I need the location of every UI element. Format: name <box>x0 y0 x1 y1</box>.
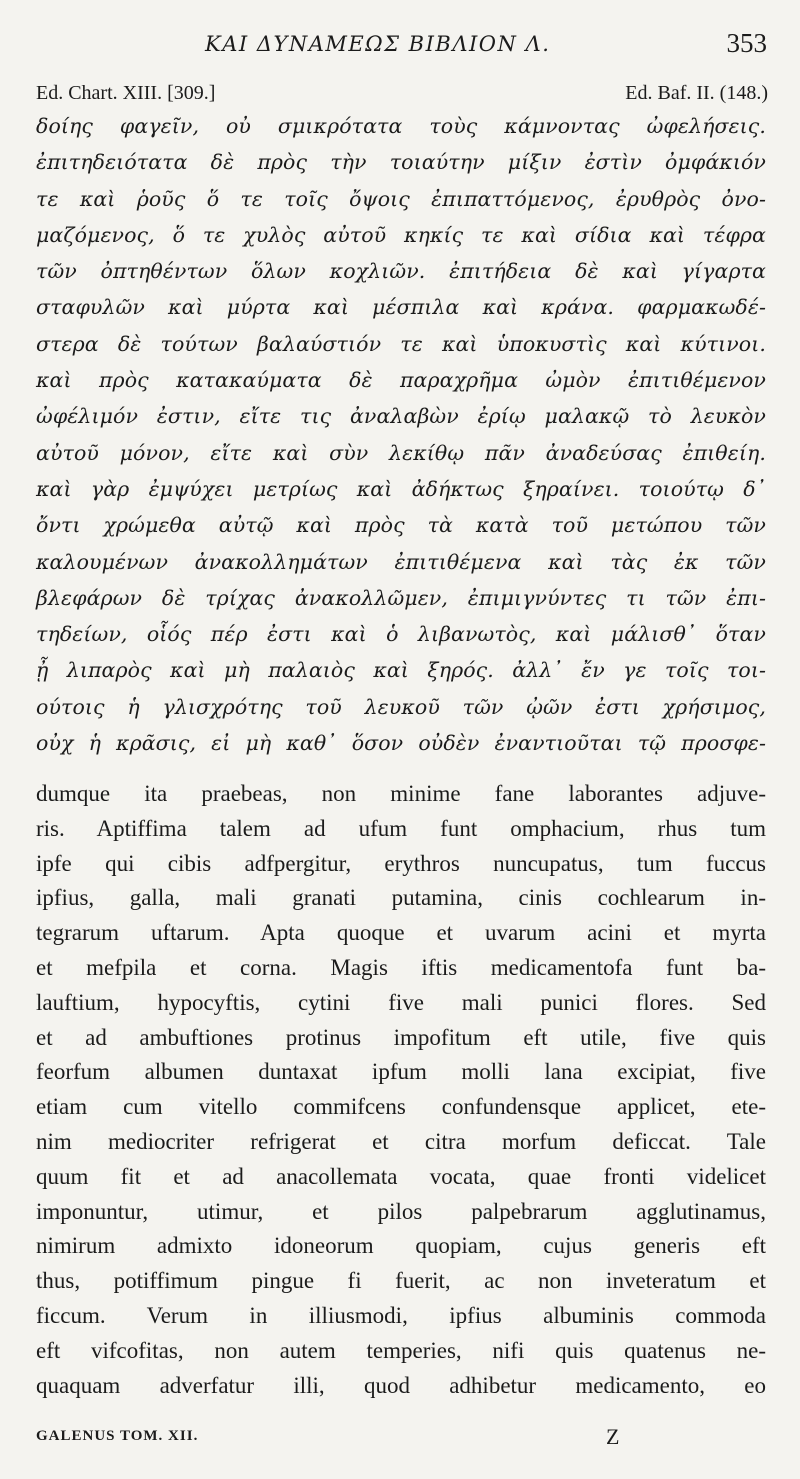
latin-text-line: nimirum admixto idoneorum quopiam, cujus generis eft <box>36 1233 766 1259</box>
greek-text-line: ἐπιτηδειότατα δὲ πρὸς τὴν τοιαύτην μίξιν ἐστὶν ὀμφάκιόν <box>36 150 766 175</box>
greek-text-line: βλεφάρων δὲ τρίχας ἀνακολλῶμεν, ἐπιμιγνύντες τι τῶν ἐπι- <box>36 585 766 610</box>
latin-text-line: ficcum. Verum in illiusmodi, ipfius albuminis commoda <box>36 1302 766 1328</box>
page-number: 353 <box>726 28 767 58</box>
latin-text-line: imponuntur, utimur, et pilos palpebrarum agglutinamus, <box>36 1198 766 1224</box>
greek-text-line: καὶ πρὸς κατακαύματα δὲ παραχρῆμα ὠμὸν ἐπιτιθέμενον <box>36 368 766 393</box>
latin-text-line: ipfius, galla, mali granati putamina, cinis cochlearum in- <box>36 885 766 911</box>
latin-text-line: et ad ambuftiones protinus impofitum eft utile, five quis <box>36 1024 766 1050</box>
latin-text-line: nim mediocriter refrigerat et citra morfum deficcat. Tale <box>36 1128 766 1154</box>
running-head <box>0 26 800 66</box>
greek-text-line: ᾖ λιπαρὸς καὶ μὴ παλαιὸς καὶ ξηρός. ἀλλ᾽ ἔν γε τοῖς τοι- <box>36 658 766 683</box>
greek-text-line: ὄντι χρώμεθα αὐτῷ καὶ πρὸς τὰ κατὰ τοῦ μετώπου τῶν <box>36 513 766 538</box>
greek-text-line: τηδείων, οἷός πέρ ἐστι καὶ ὁ λιβανωτὸς, καὶ μάλισθ᾽ ὅταν <box>36 622 766 647</box>
latin-text-line: ris. Aptiffima talem ad ufum funt omphacium, rhus tum <box>36 815 766 841</box>
latin-text-line: quum fit et ad anacollemata vocata, quae fronti videlicet <box>36 1163 766 1189</box>
greek-text-line: οὐχ ἡ κρᾶσις, εἰ μὴ καθ᾽ ὅσον οὐδὲν ἐναντιοῦται τῷ προσφε- <box>36 731 766 756</box>
greek-text-line: καλουμένων ἀνακολλημάτων ἐπιτιθέμενα καὶ τὰς ἐκ τῶν <box>36 549 766 574</box>
greek-text-line: αὐτοῦ μόνον, εἴτε καὶ σὺν λεκίθῳ πᾶν ἀναδεύσας ἐπιθείη. <box>36 440 766 465</box>
greek-text-block <box>36 108 766 761</box>
edition-chartier-reference: Ed. Chart. XIII. [309.] <box>36 82 216 104</box>
running-title: ΚΑΙ ΔΥΝΑΜΕΩΣ ΒΙΒΛΙΟΝ Λ. <box>205 32 551 56</box>
greek-text-line: σταφυλῶν καὶ μύρτα καὶ μέσπιλα καὶ κράνα. φαρμακωδέ- <box>36 295 766 320</box>
latin-text-line: dumque ita praebeas, non minime fane laborantes adjuve- <box>36 781 766 806</box>
greek-text-line: ὠφέλιμόν ἐστιν, εἴτε τις ἀναλαβὼν ἐρίῳ μαλακῷ τὸ λευκὸν <box>36 404 766 429</box>
volume-signature: GALENUS TOM. XII. <box>36 1428 199 1444</box>
greek-text-line: ούτοις ἡ γλισχρότης τοῦ λευκοῦ τῶν ᾠῶν ἐστι χρήσιμος, <box>36 694 766 719</box>
latin-text-line: quaquam adverfatur illi, quod adhibetur medicamento, eo <box>36 1372 766 1398</box>
latin-text-line: thus, potiffimum pingue fi fuerit, ac non inveteratum et <box>36 1268 766 1294</box>
latin-text-line: ipfe qui cibis adfpergitur, erythros nuncupatus, tum fuccus <box>36 850 766 876</box>
greek-text-line: τῶν ὀπτηθέντων ὅλων κοχλιῶν. ἐπιτήδεια δὲ καὶ γίγαρτα <box>36 259 766 284</box>
page-footer <box>36 1424 768 1454</box>
latin-text-block <box>36 777 766 1403</box>
latin-text-line: eft vifcofitas, non autem temperies, nifi quis quatenus ne- <box>36 1337 766 1363</box>
latin-text-line: feorfum albumen duntaxat ipfum molli lana excipiat, five <box>36 1059 766 1085</box>
latin-text-line: etiam cum vitello commifcens confundensque applicet, ete- <box>36 1094 766 1120</box>
edition-basel-reference: Ed. Baf. II. (148.) <box>625 82 768 104</box>
edition-references <box>36 82 768 110</box>
latin-text-line: tegrarum uftarum. Apta quoque et uvarum acini et myrta <box>36 920 766 946</box>
greek-text-line: καὶ γὰρ ἐμψύχει μετρίως καὶ ἀδήκτως ξηραίνει. τοιούτῳ δ᾽ <box>36 476 766 501</box>
greek-text-line: μαζόμενος, ὅ τε χυλὸς αὐτοῦ κηκίς τε καὶ σίδια καὶ τέφρα <box>36 222 766 247</box>
sheet-mark: Z <box>606 1424 620 1449</box>
greek-text-line: τε καὶ ῥοῦς ὅ τε τοῖς ὄψοις ἐπιπαττόμενος, ἐρυθρὸς ὀνο- <box>36 186 766 211</box>
greek-text-line: στερα δὲ τούτων βαλαύστιόν τε καὶ ὑποκυστὶς καὶ κύτινοι. <box>36 331 766 356</box>
greek-text-line: δοίης φαγεῖν, οὐ σμικρότατα τοὺς κάμνοντας ὠφελήσεις. <box>36 114 766 138</box>
latin-text-line: et mefpila et corna. Magis iftis medicamentofa funt ba- <box>36 954 766 980</box>
latin-text-line: lauftium, hypocyftis, cytini five mali punici flores. Sed <box>36 989 766 1015</box>
